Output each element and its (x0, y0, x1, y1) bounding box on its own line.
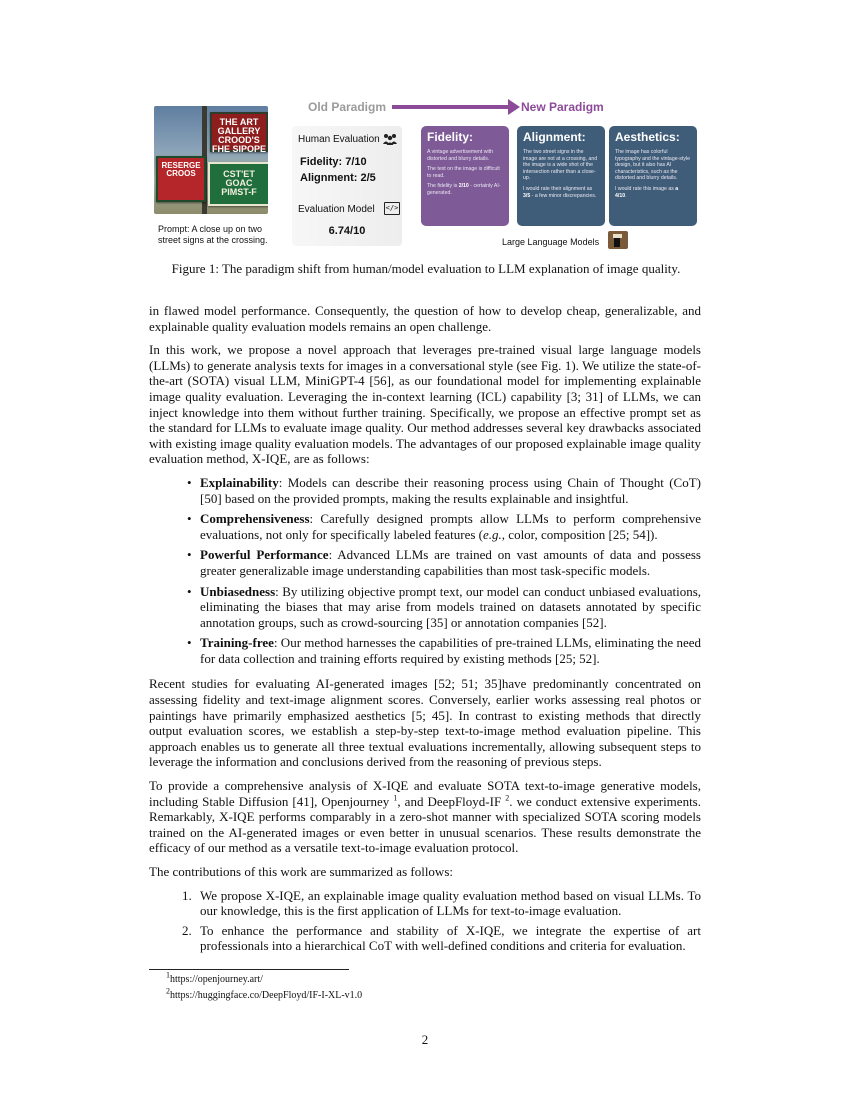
human-alignment-score: Alignment: 2/5 (300, 172, 376, 184)
fidelity-card-p3-pre: The fidelity is (427, 183, 459, 190)
alignment-card-p2-post: - a few minor discrepancies. (530, 192, 597, 199)
sign-left-text: RESERGE CROOS (161, 161, 201, 178)
people-icon (382, 133, 398, 145)
list-item-text: , color, composition [25; 54]). (501, 526, 658, 542)
sign-right (208, 162, 268, 206)
fidelity-card-title: Fidelity: (427, 130, 474, 144)
list-item-eg: e.g. (483, 526, 502, 542)
fidelity-card-value: 2/10 (458, 183, 469, 190)
footnote-ref-2[interactable]: 2 (505, 793, 510, 803)
list-item (200, 547, 701, 578)
footnote-mark: 2 (166, 986, 170, 996)
alignment-card-title: Alignment: (523, 130, 586, 144)
list-item-text: : Models can describe their reasoning process using Chain of Thought (CoT) [50] based on the provided prompts, making the results explainable and insightful. (200, 474, 701, 506)
list-item-number: 1. (182, 887, 192, 903)
alignment-card-text (523, 149, 599, 199)
paragraph-3: Recent studies for evaluating AI-generated images [52; 51; 35]have predominantly concentrated on assessing fidelity and text-image alignment scores. Conversely, earlier works assessing real photos or paintings have primarily emphasized aesthetics [5; 45]. In contrast to existing methods that directly output evaluation scores, we establish a step-by-step text-to-image method evaluation pipeline. This approach enables us to generate all three textual evaluations incrementally, allowing subsequent steps to leverage the information and conclusions derived from the reasoning of previous steps. (149, 676, 701, 770)
fidelity-card-p2: The text on the image is difficult to read. (427, 166, 500, 179)
list-item (200, 635, 701, 666)
evaluation-model-score: 6.74/10 (328, 225, 366, 237)
figure-caption: Figure 1: The paradigm shift from human/model evaluation to LLM explanation of image quality. (171, 261, 681, 276)
list-item-number: 2. (182, 922, 192, 938)
llm-label: Large Language Models (502, 237, 600, 247)
alignment-card (517, 126, 605, 226)
fidelity-card-p1: A vintage advertisement with distorted and blurry details. (427, 149, 494, 162)
sign-left (156, 156, 206, 202)
list-item (200, 475, 701, 506)
sign-top-text: THE ART GALLERY CROOD'S FHE SIPOPE (212, 117, 267, 154)
aesthetics-card-p2-pre: I would rate this image as (615, 185, 676, 192)
new-paradigm-label: New Paradigm (521, 100, 604, 114)
alignment-card-p2 (523, 186, 599, 199)
list-item-text: : Our method harnesses the capabilities of pre-trained LLMs, eliminating the need for data collection and training efforts required by existing methods [25; 52]. (200, 635, 701, 666)
aesthetics-card-text (615, 149, 691, 199)
human-fidelity-score: Fidelity: 7/10 (300, 156, 367, 168)
alignment-card-value: 3/5 (523, 192, 531, 199)
list-item (182, 922, 701, 954)
llm-icon (608, 231, 628, 249)
old-paradigm-label: Old Paradigm (308, 100, 387, 114)
list-item-text: : Advanced LLMs are trained on vast amounts of data and possess greater generalizable image understanding capabilities than most task-specific models. (200, 547, 701, 578)
paragraph-4-part-a: To provide a comprehensive analysis of X-IQE and evaluate SOTA text-to-image generative models, including Stable Diffusion [41], Openjourney (149, 778, 701, 809)
page-number: 2 (421, 1032, 429, 1047)
footnote-mark: 1 (166, 970, 170, 980)
aesthetics-card-p1: The image has colorful typography and the vintage-style design, but it also has AI characteristics, such as the distorted and blurry details. (615, 149, 690, 182)
figure-1 (150, 96, 702, 252)
list-item-text: We propose X-IQE, an explainable image quality evaluation method based on visual LLMs. To our knowledge, this is the first application of LLMs for text-to-image evaluation. (200, 887, 701, 919)
code-icon: </> (384, 202, 400, 215)
fidelity-card-text (427, 149, 503, 197)
footnote-link[interactable]: https://openjourney.art/ (170, 974, 263, 985)
list-item-term: Comprehensiveness (200, 511, 310, 527)
list-item (182, 887, 701, 919)
advantages-list (149, 475, 701, 667)
contributions-list (149, 888, 701, 954)
paragraph-4-part-c: . we conduct extensive experiments. Remarkably, X-IQE performs comparably in a zero-shot manner with specialized SOTA scoring models trained on the AI-generated images or even better in unusual scenarios. These results demonstrate the efficacy of our method as a versatile text-to-image evaluation protocol. (149, 793, 701, 856)
sign-top (210, 112, 268, 152)
footnote-2 (166, 986, 363, 1002)
aesthetics-card-p2-post: . (625, 192, 627, 199)
footnote-link[interactable]: https://huggingface.co/DeepFloyd/IF-I-XL-v1.0 (170, 990, 363, 1001)
alignment-card-p2-pre: I would rate their alignment as (523, 185, 593, 192)
list-item-term: Powerful Performance (200, 547, 329, 563)
paragraph-4-part-b: , and DeepFloyd-IF (397, 793, 506, 809)
fidelity-card-p3-post: - certainly AI-generated. (427, 183, 501, 196)
list-item-text: To enhance the performance and stability of X-IQE, we integrate the expertise of art professionals into a hierarchical CoT with well-defined conditions and criteria for evaluation. (200, 922, 701, 954)
fidelity-card (421, 126, 509, 226)
street-signs-photo (154, 106, 268, 214)
body-text (149, 303, 701, 958)
list-item-text: : Carefully designed prompts allow LLMs to perform comprehensive evaluations, not only for specifically labeled features ( (200, 511, 701, 542)
paragraph-5: The contributions of this work are summarized as follows: (149, 864, 453, 879)
paradigm-arrow-line (392, 105, 510, 109)
list-item-term: Explainability (200, 474, 279, 490)
list-item (200, 511, 701, 542)
paragraph-2: In this work, we propose a novel approach that leverages pre-trained visual large language models (LLMs) to generate analysis texts for images in a conversational style (see Fig. 1). We utilize the state-of-the-art (SOTA) visual LLM, MiniGPT-4 [56], as our foundational model for implementing explainable image quality evaluation. Leveraging the in-context learning (ICL) capability [3; 31] of LLMs, we can inject knowledge into them without further training. Specifically, we propose an effective prompt set as the standard for LLMs to evaluate image quality. Our method addresses several key drawbacks associated with existing image quality evaluation models. The advantages of our proposed explainable image quality evaluation method, X-IQE, are as follows: (149, 342, 701, 467)
aesthetics-card-p2 (615, 186, 691, 199)
footnote-divider (149, 969, 349, 970)
aesthetics-card-value: a 4/10 (615, 185, 679, 199)
aesthetics-card-title: Aesthetics: (615, 130, 680, 144)
list-item-text: : By utilizing objective prompt text, our model can conduct unbiased evaluations, eliminating the biases that may arise from models trained on datasets annotated by specific annotation groups, such as crowd-sourcing [35] or annotation companies [52]. (200, 583, 701, 630)
sign-right-text: CST'ET GOAC PIMST-F (221, 169, 257, 197)
list-item (200, 584, 701, 631)
aesthetics-card (609, 126, 697, 226)
footnote-1 (166, 970, 263, 986)
footnote-ref-1[interactable]: 1 (393, 793, 398, 803)
evaluation-model-title: Evaluation Model (298, 204, 375, 215)
paragraph-1: in flawed model performance. Consequently, the question of how to develop cheap, generalizable, and explainable quality evaluation models remains an open challenge. (149, 303, 701, 334)
arrow-right-icon (508, 99, 520, 115)
human-evaluation-title: Human Evaluation (298, 134, 380, 145)
alignment-card-p1: The two street signs in the image are not at a crossing, and the image is a wide shot of the intersection rather than a close-up. (523, 149, 598, 182)
paragraph-4 (149, 778, 701, 856)
list-item-term: Training-free (200, 635, 274, 651)
photo-prompt-caption: Prompt: A close up on two street signs at the crossing. (158, 224, 268, 245)
human-evaluation-panel (292, 126, 402, 246)
fidelity-card-p3 (427, 183, 503, 196)
list-item-term: Unbiasedness (200, 583, 276, 599)
